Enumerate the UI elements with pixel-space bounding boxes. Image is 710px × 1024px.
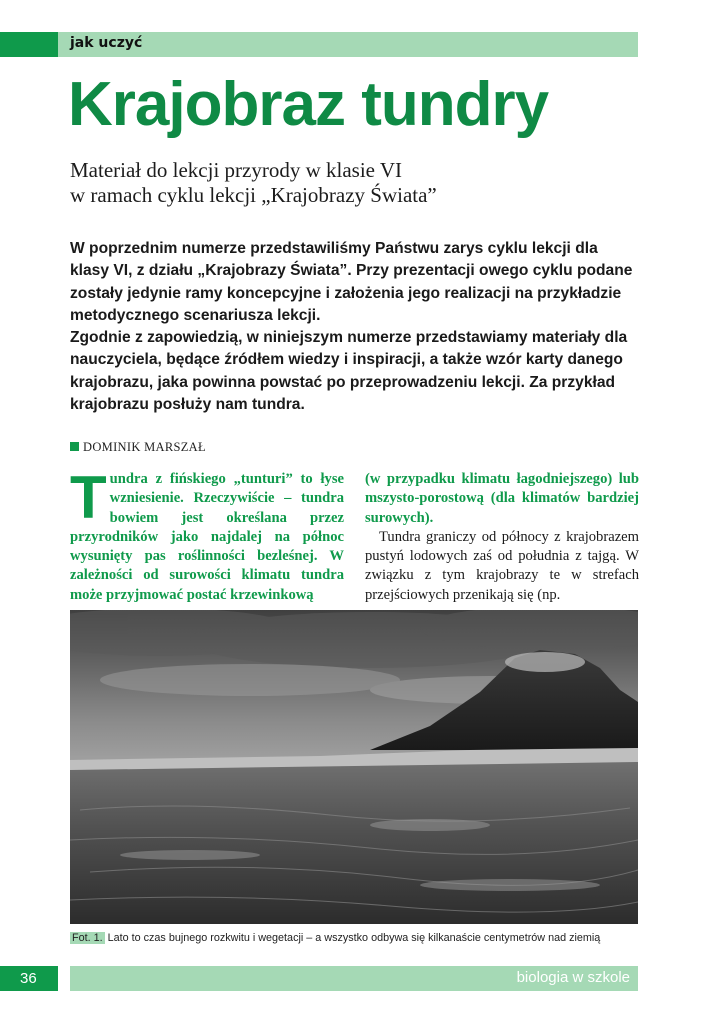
- caption-number: Fot. 1.: [72, 932, 103, 944]
- magazine-name: biologia w szkole: [516, 969, 630, 986]
- square-bullet-icon: [70, 442, 79, 451]
- page-number: 36: [0, 966, 58, 991]
- mountain-cloud: [505, 652, 585, 672]
- subtitle-line-2: w ramach cyklu lekcji „Krajobrazy Świata”: [70, 183, 437, 207]
- subtitle-line-1: Materiał do lekcji przyrody w klasie VI: [70, 158, 403, 182]
- tundra-ground: [70, 762, 638, 924]
- lead-text-1: W poprzednim numerze przedstawiliśmy Państwu zarys cyklu lekcji dla klasy VI, z działu „Krajobrazy Świata”. Przy prezentacji owego cyklu podane zostały jedynie ramy koncepcyjne i założenia jego realizacji na przykładzie metodycznego scenariusza lekcji.: [70, 240, 633, 324]
- lead-text-2: Zgodnie z zapowiedzią, w niniejszym numerze przedstawiamy materiały dla nauczyciela, będące źródłem wiedzy i inspiracji, a także wzór karty danego krajobrazu, jaka powinna powstać po przeprowadzeniu lekcji. Za przykład krajobrazu posłuży nam tundra.: [70, 329, 628, 414]
- section-accent: [0, 32, 58, 57]
- article-title: Krajobraz tundry: [68, 70, 549, 139]
- body-column-1: [70, 464, 344, 605]
- caption-text: Lato to czas bujnego rozkwitu i wegetacji – a wszystko odbywa się kilkanaście centymetrów nad ziemią: [104, 932, 601, 944]
- article-subtitle: [70, 158, 630, 208]
- body-column-2: [365, 470, 639, 605]
- tundra-photo: [70, 610, 638, 924]
- section-label: jak uczyć: [70, 35, 143, 51]
- lead-paragraph: [70, 238, 636, 416]
- author-byline: [70, 440, 206, 455]
- section-header-bar: [0, 32, 638, 57]
- col2-body-text: Tundra graniczy od północy z krajobrazem pustyń lodowych zaś od południa z tajgą. W związku z tym krajobrazy te w strefach przejściowych przenikają się (np.: [365, 528, 639, 603]
- col2-green-text: (w przypadku klimatu łagodniejszego) lub mszysto-porostową (dla klimatów bardziej surowych).: [365, 471, 639, 526]
- photo-caption: [70, 932, 640, 944]
- col1-text: undra z fińskiego „tunturi” to łyse wzniesienie. Rzeczywiście – tundra bowiem jest określana przez przyrodników jako najdalej na północ wysunięty pas roślinności bezleśnej. W zależności od surowości klimatu tundra może przyjmować postać krzewinkową: [70, 471, 344, 603]
- dropcap: T: [70, 464, 107, 531]
- author-name: DOMINIK MARSZAŁ: [83, 440, 206, 454]
